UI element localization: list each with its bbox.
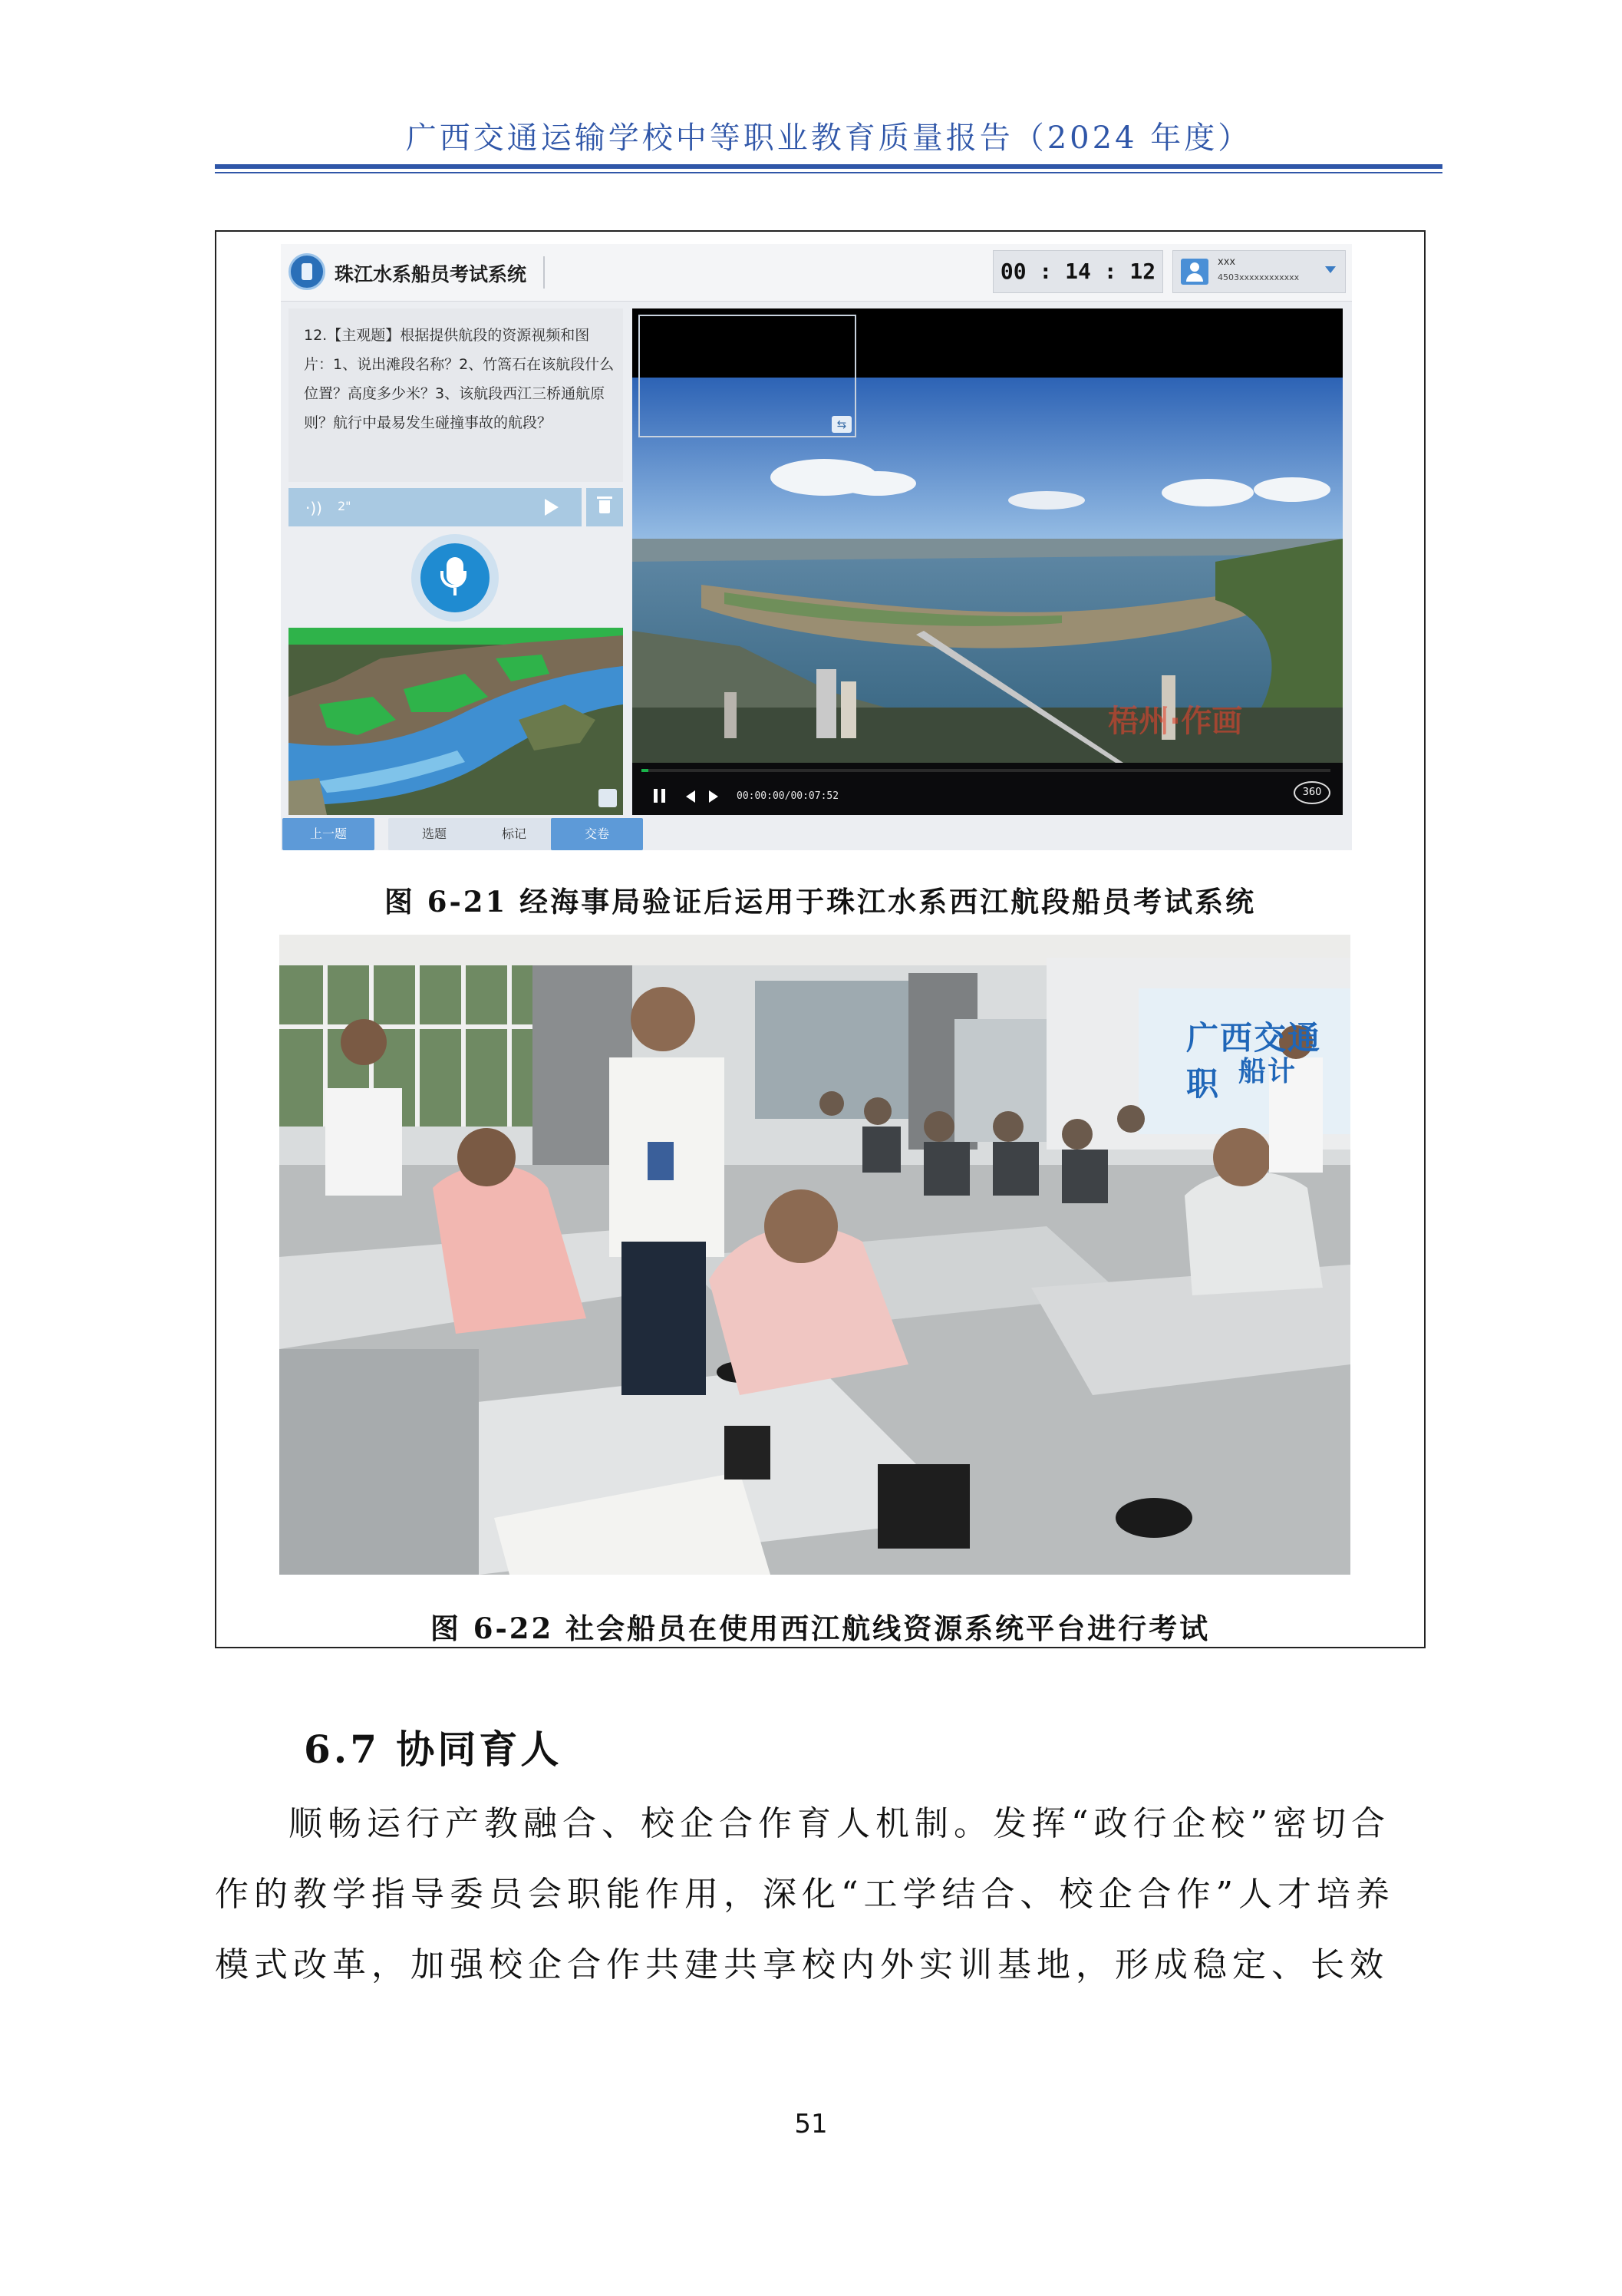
divider [543,256,545,289]
question-panel [288,308,623,482]
video-progress-fill [641,769,648,772]
audio-answer-bar [288,488,582,526]
video-time: 00:00:00/00:07:52 [737,790,839,802]
paragraph-line: 模式改革，加强校企合作共建共享校内外实训基地，形成稳定、长效 [215,1945,1389,1984]
figure-caption-6-21: 图 6-21 经海事局验证后运用于珠江水系西江航段船员考试系统 [384,885,1257,919]
river-map-graphic [288,628,623,815]
pause-icon[interactable] [654,789,665,803]
record-button[interactable] [411,534,499,622]
question-text: 12.【主观题】根据提供航段的资源视频和图片：1、说出滩段名称？2、竹篙石在该航段什么位置？高度多少米？3、该航段西江三桥通航原则？航行中最易发生碰撞事故的航段？ [304,327,615,431]
section-heading: 6.7 协同育人 [304,1727,562,1772]
countdown-timer [993,250,1163,293]
river-map-image[interactable] [288,628,623,815]
maritime-logo-icon [288,253,325,290]
picture-in-picture[interactable] [638,315,856,437]
wall-sign-text: 广西交通职 [1186,1019,1322,1103]
trash-icon [599,500,610,513]
submit-exam-button[interactable]: 交卷 [551,818,643,850]
select-question-button[interactable]: 选题 [388,818,480,850]
record-button-inner [420,543,490,612]
figure-caption-6-22: 图 6-22 社会船员在使用西江航线资源系统平台进行考试 [430,1611,1211,1645]
rewind-icon[interactable] [686,790,695,803]
user-avatar-icon [1181,259,1208,285]
video-controls [632,763,1343,815]
video-player[interactable] [632,308,1343,815]
timer-value: 00 : 14 : 12 [1000,259,1156,284]
chevron-down-icon[interactable] [1325,266,1336,273]
header-rule [215,164,1442,169]
speaker-icon: ·)) [305,499,322,517]
previous-question-button[interactable]: 上一题 [282,818,374,850]
classroom-exam-photo [279,935,1350,1575]
delete-recording-button[interactable] [586,488,623,526]
user-name: xxx [1218,256,1236,268]
video-watermark: 梧州·作画 [1108,704,1243,739]
header-rule-thin [215,172,1442,173]
exam-topbar [281,244,1352,302]
header-title: 广西交通运输学校中等职业教育质量报告（2024 年度） [405,120,1252,156]
forward-icon[interactable] [709,790,718,803]
audio-duration: 2" [338,499,351,513]
swap-view-icon[interactable]: ⇆ [832,416,852,433]
play-icon[interactable] [545,499,559,516]
mark-question-button[interactable]: 标记 [468,818,560,850]
user-menu[interactable] [1172,250,1346,293]
exam-action-bar [281,818,1352,850]
vr-360-icon[interactable]: 360 [1294,781,1330,804]
video-progress-bar[interactable] [641,769,1330,772]
exam-system-name: 珠江水系船员考试系统 [335,263,527,285]
microphone-icon [447,557,463,585]
paragraph-line: 作的教学指导委员会职能作用，深化“工学结合、校企合作”人才培养 [215,1875,1395,1914]
exam-system-screenshot [281,244,1352,850]
paragraph-line: 顺畅运行产教融合、校企合作育人机制。发挥“政行企校”密切合 [288,1804,1390,1843]
wall-sign-text-2: 船计 [1238,1056,1297,1087]
page-number: 51 [794,2109,828,2139]
user-id: 4503xxxxxxxxxxxx [1218,272,1300,282]
